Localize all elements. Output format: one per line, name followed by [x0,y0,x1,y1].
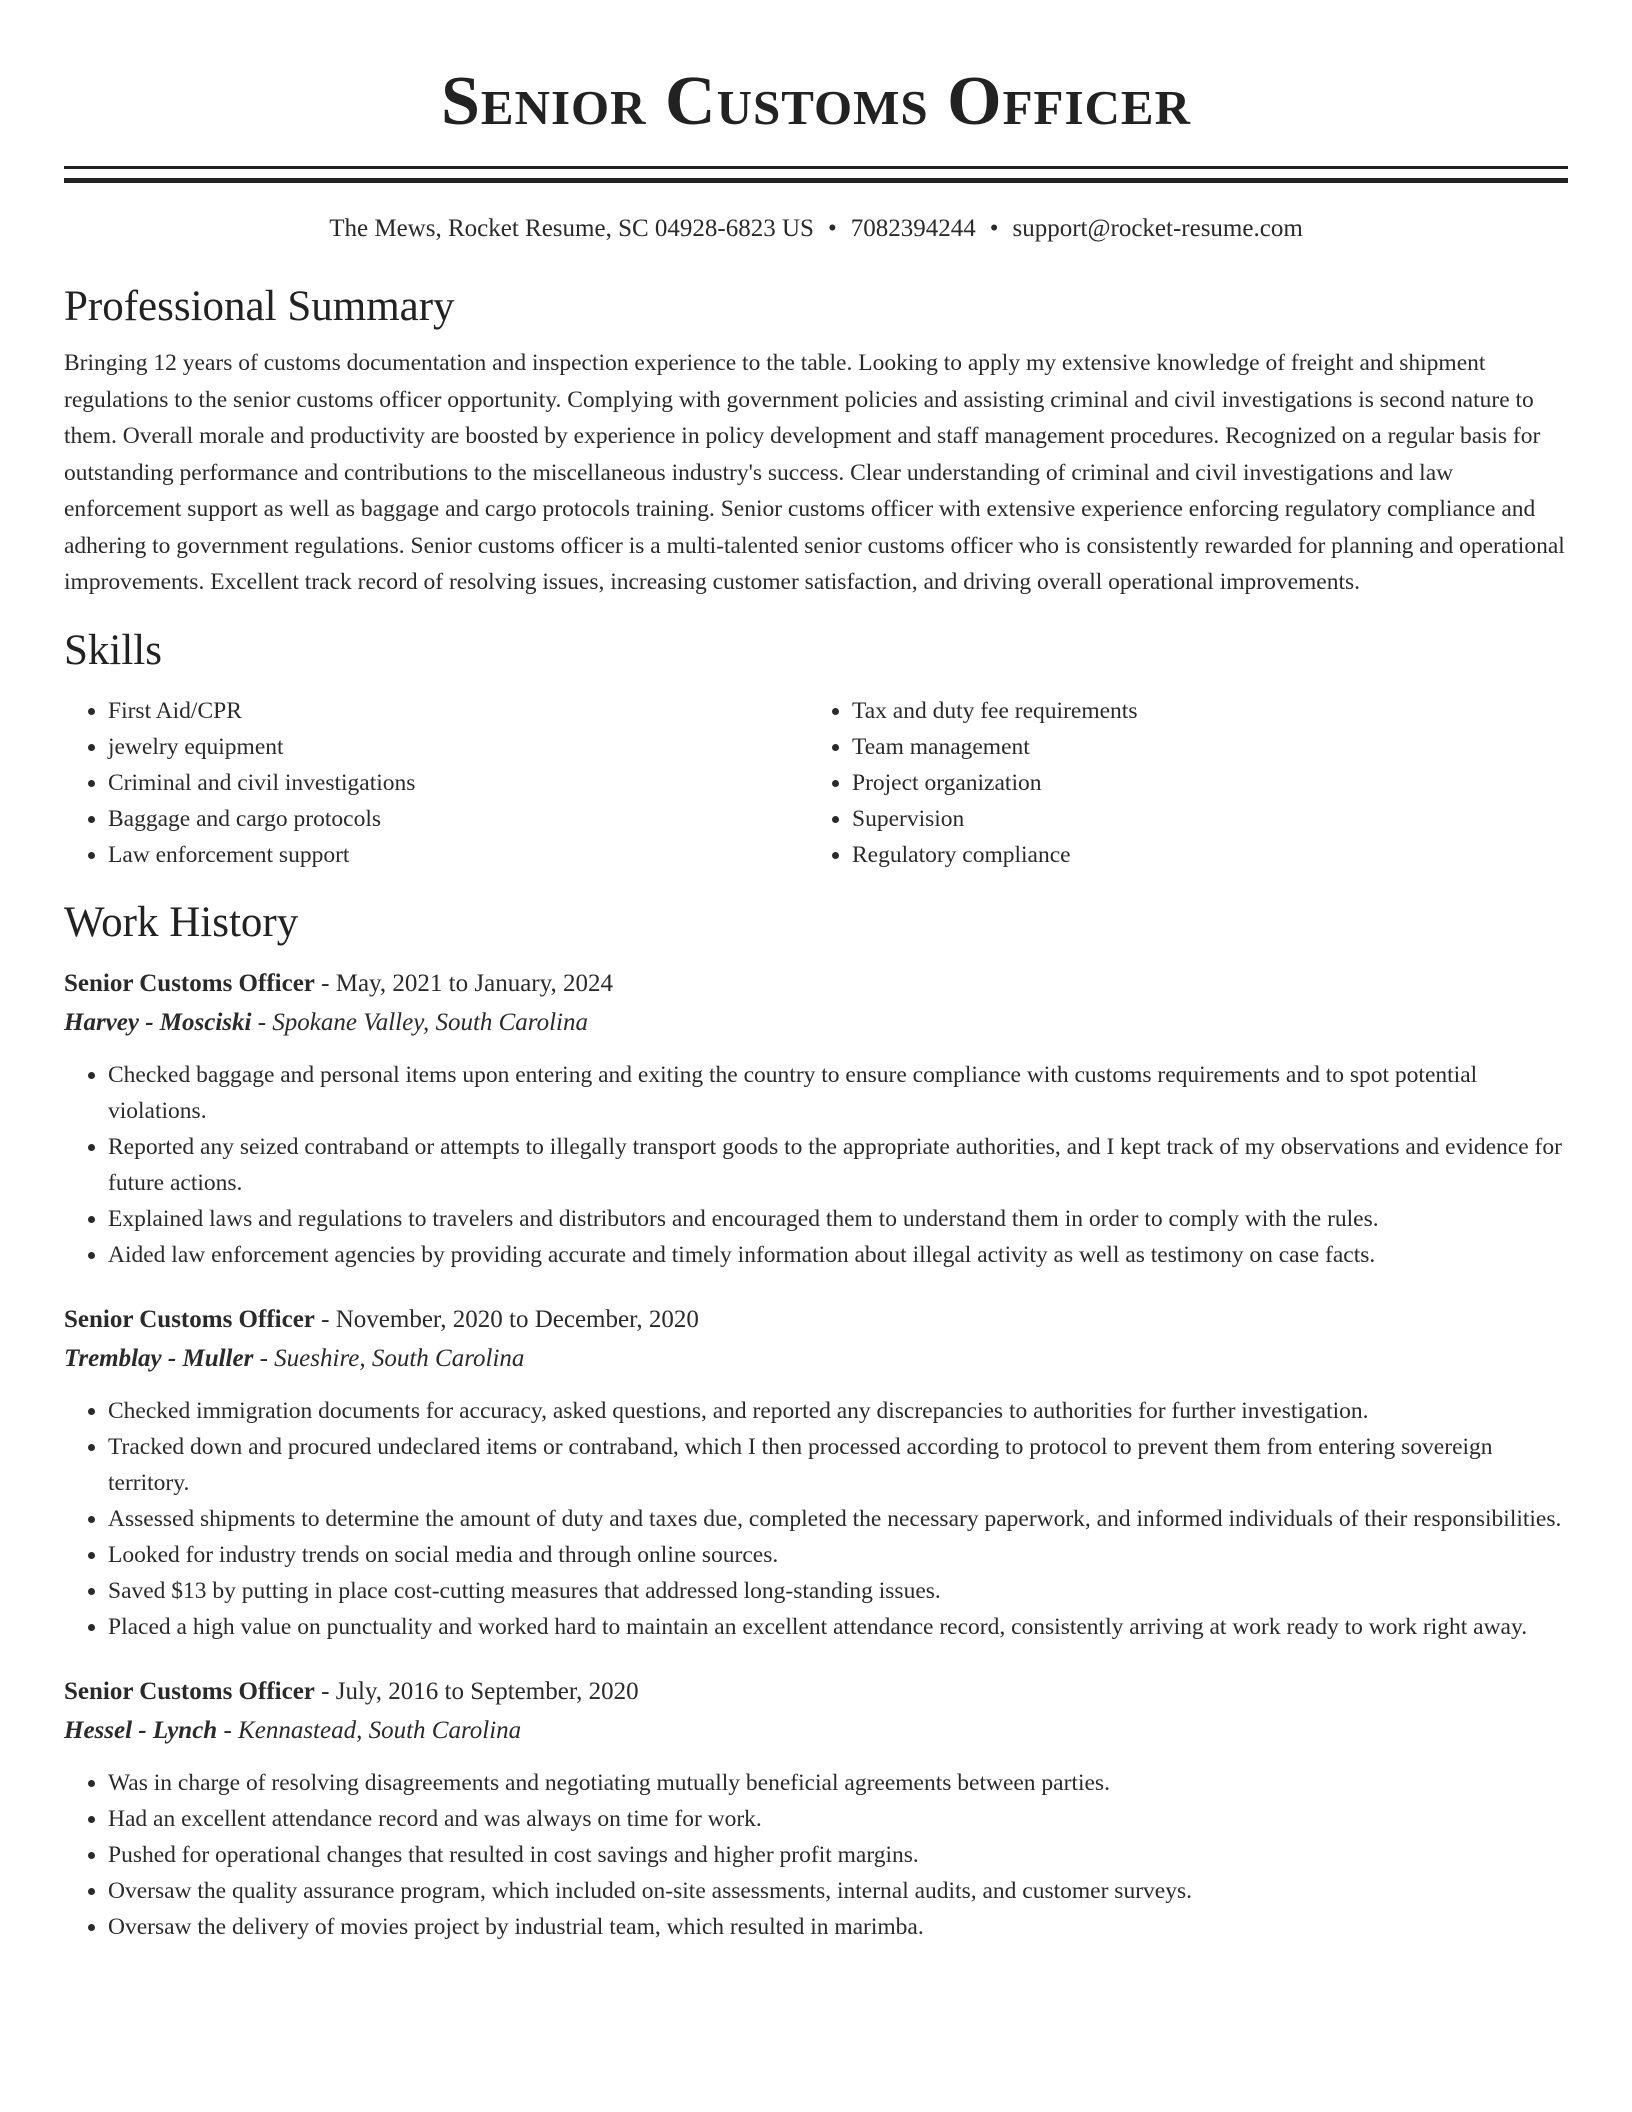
skill-item: • Supervision [852,801,1552,837]
job-location: - Sueshire, South Carolina [253,1344,525,1372]
job-dates: - May, 2021 to January, 2024 [314,969,614,997]
job-bullet: • Had an excellent attendance record and was always on time for work. [108,1801,1568,1837]
job-bullet: • Reported any seized contraband or attempts to illegally transport goods to the appropriate authorities, and I kept track of my observations and evidence for future actions. [108,1129,1568,1201]
skill-item: • Criminal and civil investigations [108,765,808,801]
job-company: Hessel - Lynch [64,1716,218,1744]
skill-item: • First Aid/CPR [108,693,808,729]
job-bullets [64,1765,1568,1945]
work-history-heading: Work History [64,898,299,946]
job-bullet: • Saved $13 by putting in place cost-cutting measures that addressed long-standing issues. [108,1573,1568,1609]
skills-column-right [808,693,1552,873]
job-company: Harvey - Mosciski [64,1008,252,1036]
job-bullet: • Tracked down and procured undeclared items or contraband, which I then processed according to protocol to prevent them from entering sovereign territory. [108,1429,1568,1501]
job-location: - Kennastead, South Carolina [217,1716,522,1744]
contact-phone: 7082394244 [850,215,976,242]
job-entry [64,1673,1568,1945]
job-bullet: • Pushed for operational changes that resulted in cost savings and higher profit margins. [108,1837,1568,1873]
job-employer [64,1003,1568,1043]
job-header [64,1673,1568,1711]
skill-item: • Project organization [852,765,1552,801]
skills-column-left [64,693,808,873]
job-employer [64,1711,1568,1751]
skill-item: • Baggage and cargo protocols [108,801,808,837]
job-bullet: • Placed a high value on punctuality and worked hard to maintain an excellent attendance record, consistently arriving at work ready to work right away. [108,1609,1568,1645]
job-bullet: • Oversaw the quality assurance program, which included on-site assessments, internal audits, and customer surveys. [108,1873,1568,1909]
job-header [64,965,1568,1003]
job-bullet: • Was in charge of resolving disagreements and negotiating mutually beneficial agreements between parties. [108,1765,1568,1801]
job-bullet: • Checked immigration documents for accuracy, asked questions, and reported any discrepancies to authorities for further investigation. [108,1393,1568,1429]
summary-heading: Professional Summary [64,283,455,330]
skills-list [64,693,1568,873]
job-bullet: • Checked baggage and personal items upon entering and exiting the country to ensure compliance with customs requirements and to spot potential violations. [108,1057,1568,1129]
job-bullet: • Looked for industry trends on social media and through online sources. [108,1537,1568,1573]
skills-heading: Skills [64,626,162,674]
job-role: Senior Customs Officer [64,969,315,997]
job-bullet: • Assessed shipments to determine the amount of duty and taxes due, completed the necessary paperwork, and informed individuals of their responsibilities. [108,1501,1568,1537]
skill-item: • Law enforcement support [108,837,808,873]
skill-item: • jewelry equipment [108,729,808,765]
job-role: Senior Customs Officer [64,1305,315,1333]
contact-address: The Mews, Rocket Resume, SC 04928-6823 US [329,215,814,242]
job-dates: - July, 2016 to September, 2020 [314,1677,639,1705]
contact-line [64,213,1568,245]
contact-separator: • [827,215,837,242]
skill-item: • Tax and duty fee requirements [852,693,1552,729]
contact-separator: • [989,215,999,242]
skill-item: • Regulatory compliance [852,837,1552,873]
job-bullets [64,1393,1568,1645]
summary-text: Bringing 12 years of customs documentation and inspection experience to the table. Looking to apply my extensive knowledge of freight and shipment regulations to the senior customs officer opportunity. Complying with government policies and assisting criminal and civil investigations is second nature to them. Overall morale and productivity are boosted by experience in policy development and staff management procedures. Recognized on a regular basis for outstanding performance and contributions to the miscellaneous industry's success. Clear understanding of criminal and civil investigations and law enforcement support as well as baggage and cargo protocols training. Senior customs officer with extensive experience enforcing regulatory compliance and adhering to government regulations. Senior customs officer is a multi-talented senior customs officer who is consistently rewarded for planning and operational improvements. Excellent track record of resolving issues, increasing customer satisfaction, and driving overall operational improvements. [64,350,1565,595]
job-bullets [64,1057,1568,1273]
job-location: - Spokane Valley, South Carolina [251,1008,589,1036]
job-employer [64,1339,1568,1379]
job-company: Tremblay - Muller [64,1344,254,1372]
resume-title: Senior Customs Officer [440,63,1191,140]
title-double-rule [64,166,1568,183]
job-bullet: • Explained laws and regulations to travelers and distributors and encouraged them to understand them in order to comply with the rules. [108,1201,1568,1237]
job-dates: - November, 2020 to December, 2020 [314,1305,699,1333]
contact-email: support@rocket-resume.com [1012,215,1303,242]
job-header [64,1301,1568,1339]
job-entry [64,965,1568,1273]
job-bullet: • Oversaw the delivery of movies project by industrial team, which resulted in marimba. [108,1909,1568,1945]
skill-item: • Team management [852,729,1552,765]
job-entry [64,1301,1568,1645]
job-role: Senior Customs Officer [64,1677,315,1705]
job-bullet: • Aided law enforcement agencies by providing accurate and timely information about illegal activity as well as testimony on case facts. [108,1237,1568,1273]
